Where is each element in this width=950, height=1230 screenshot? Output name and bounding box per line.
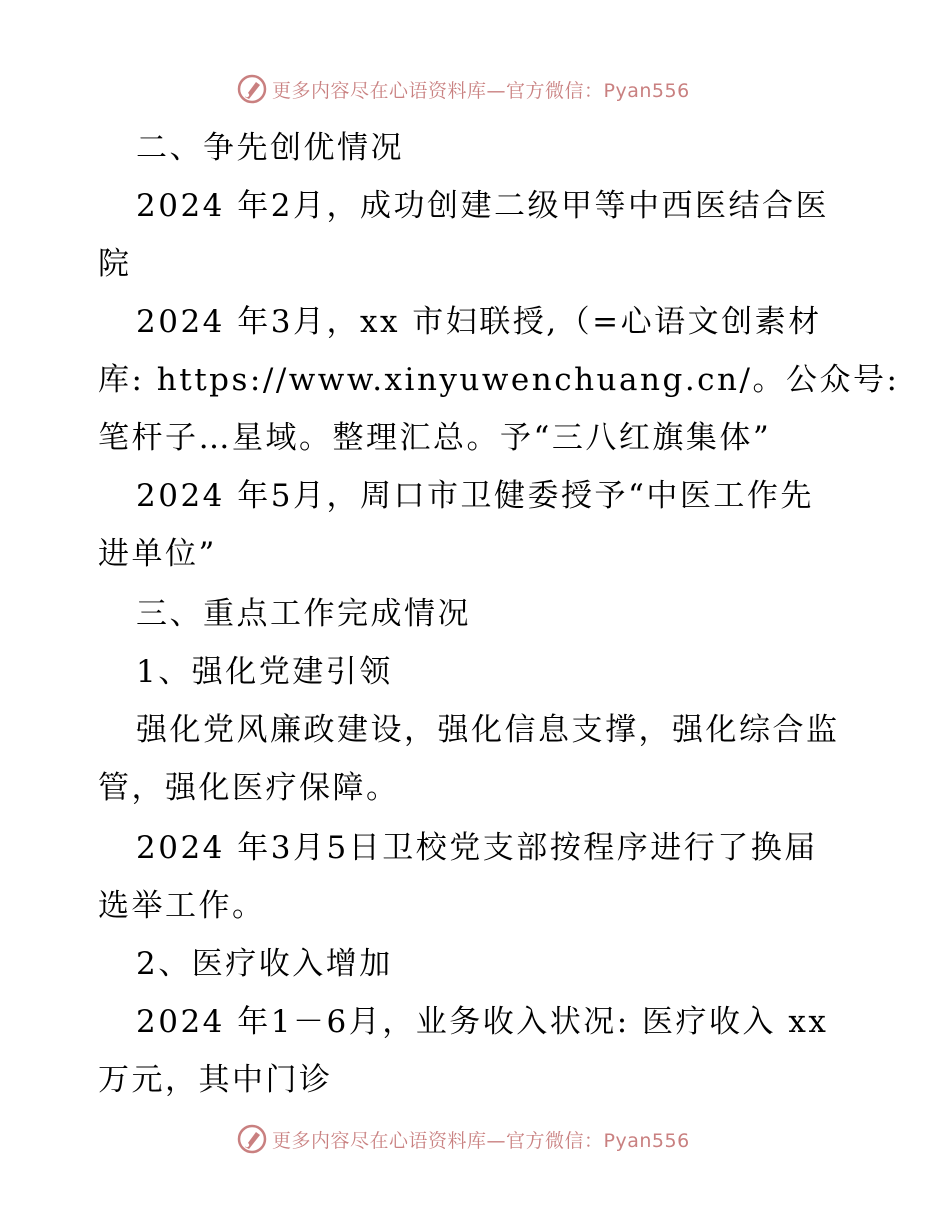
pen-circle-logo-icon [236,73,268,105]
subsection-heading-1: 1、强化党建引领 [136,654,393,690]
paragraph-line: 库: https://www.xinyuwenchuang.cn/。公众号: [98,362,900,398]
paragraph-line: 强化党风廉政建设，强化信息支撑，强化综合监 [136,712,840,748]
subsection-heading-2: 2、医疗收入增加 [136,946,393,982]
paragraph-line: 2024 年1－6月，业务收入状况: 医疗收入 xx [136,1004,829,1040]
footer-watermark [236,1122,756,1156]
paragraph-line: 管，强化医疗保障。 [98,770,400,806]
header-watermark [236,72,756,106]
section-heading-3: 三、重点工作完成情况 [136,596,471,632]
paragraph-line: 进单位” [98,536,217,572]
paragraph-line: 2024 年2月，成功创建二级甲等中西医结合医 [136,188,829,224]
paragraph-line: 2024 年3月5日卫校党支部按程序进行了换届 [136,830,818,866]
paragraph-line: 2024 年5月，周口市卫健委授予“中医工作先 [136,478,814,514]
paragraph-line: 选举工作。 [98,888,266,924]
watermark-text: 更多内容尽在心语资料库—官方微信：Pyan556 [272,79,690,102]
paragraph-line: 2024 年3月，xx 市妇联授,（=心语文创素材 [136,304,822,340]
watermark-wechat-id: Pyan556 [603,1129,690,1152]
pen-circle-logo-icon [236,1123,268,1155]
paragraph-line: 笔杆子…星域。整理汇总。予“三八红旗集体” [98,420,772,456]
paragraph-line: 院 [98,246,132,282]
watermark-wechat-id: Pyan556 [603,79,690,102]
section-heading-2: 二、争先创优情况 [136,130,404,166]
paragraph-line: 万元，其中门诊 [98,1062,333,1098]
watermark-text: 更多内容尽在心语资料库—官方微信：Pyan556 [272,1129,690,1152]
